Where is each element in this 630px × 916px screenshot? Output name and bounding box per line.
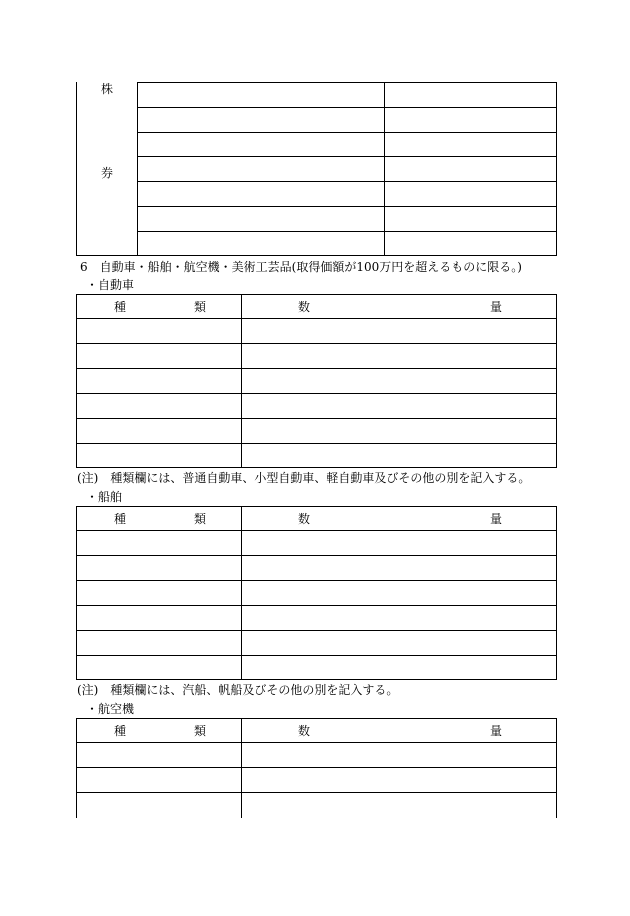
col-header-qty-1: 数 — [298, 512, 311, 526]
table-right-border — [556, 718, 557, 818]
col-header-type-2: 類 — [194, 300, 207, 314]
table-row-line — [76, 655, 557, 656]
table-top-border — [76, 506, 557, 507]
stocks-row-line — [137, 156, 557, 157]
table-col-divider — [241, 506, 242, 680]
table-row-line — [76, 792, 557, 793]
stocks-right-border — [556, 82, 557, 256]
stocks-row-line — [137, 206, 557, 207]
table-row-line — [76, 605, 557, 606]
automobile-note: (注) 種類欄には、普通自動車、小型自動車、軽自動車及びその他の別を記入する。 — [77, 471, 531, 485]
stocks-col1-border — [137, 82, 138, 256]
stocks-label-ken: 券 — [101, 166, 114, 180]
table-left-border — [76, 506, 77, 680]
table-row-line — [76, 555, 557, 556]
table-header-line — [76, 530, 557, 531]
table-header-line — [76, 742, 557, 743]
col-header-type-1: 種 — [114, 512, 127, 526]
table-right-border — [556, 506, 557, 680]
section6-heading: 6 自動車・船舶・航空機・美術工芸品(取得価額が100万円を超えるものに限る。) — [80, 260, 522, 274]
stocks-col2-border — [384, 82, 385, 256]
table-top-border — [76, 294, 557, 295]
ship-note: (注) 種類欄には、汽船、帆船及びその他の別を記入する。 — [77, 683, 399, 697]
table-col-divider — [241, 294, 242, 468]
stocks-row-line — [137, 231, 557, 232]
stocks-row-line — [137, 107, 557, 108]
table-row-line — [76, 630, 557, 631]
table-row-line — [76, 418, 557, 419]
table-bottom-border — [76, 679, 557, 680]
table-row-line — [76, 343, 557, 344]
table-row-line — [76, 767, 557, 768]
table-right-border — [556, 294, 557, 468]
ship-title: ・船舶 — [86, 490, 123, 504]
aircraft-title: ・航空機 — [86, 702, 135, 716]
stocks-left-border — [76, 82, 77, 256]
col-header-qty-2: 量 — [490, 724, 503, 738]
table-row-line — [76, 393, 557, 394]
table-header-line — [76, 318, 557, 319]
table-row-line — [76, 443, 557, 444]
col-header-type-2: 類 — [194, 724, 207, 738]
table-top-border — [76, 718, 557, 719]
col-header-qty-1: 数 — [298, 724, 311, 738]
stocks-row-line — [137, 82, 557, 83]
col-header-type-1: 種 — [114, 300, 127, 314]
col-header-qty-1: 数 — [298, 300, 311, 314]
col-header-type-2: 類 — [194, 512, 207, 526]
col-header-qty-2: 量 — [490, 300, 503, 314]
stocks-row-line — [137, 132, 557, 133]
stocks-bottom-border — [76, 255, 557, 256]
col-header-type-1: 種 — [114, 724, 127, 738]
table-left-border — [76, 294, 77, 468]
automobile-title: ・自動車 — [86, 278, 135, 292]
table-row-line — [76, 580, 557, 581]
col-header-qty-2: 量 — [490, 512, 503, 526]
stocks-label-kabu: 株 — [101, 82, 114, 96]
stocks-row-line — [137, 181, 557, 182]
table-bottom-border — [76, 467, 557, 468]
table-row-line — [76, 368, 557, 369]
table-left-border — [76, 718, 77, 818]
table-col-divider — [241, 718, 242, 818]
